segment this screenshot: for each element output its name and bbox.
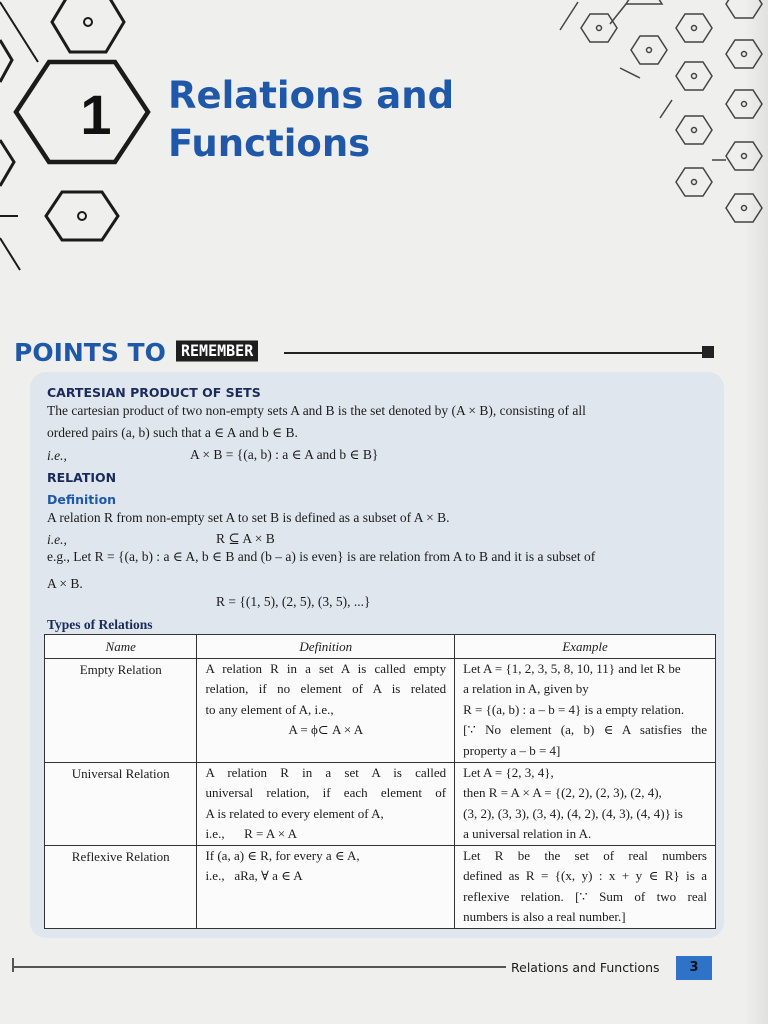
cartesian-ie: i.e., xyxy=(47,448,67,463)
relation-definition-cell xyxy=(197,762,455,845)
example-line: [∵ No element (a, b) ∈ A satisfies the xyxy=(463,722,707,737)
chapter-number: 1 xyxy=(80,83,112,146)
cartesian-heading: CARTESIAN PRODUCT OF SETS xyxy=(47,385,261,400)
cartesian-line1: The cartesian product of two non-empty sets A and B is the set denoted by (A × B), consisting of all xyxy=(47,403,586,418)
relation-definition-cell xyxy=(197,845,455,928)
header-rule-end-square xyxy=(702,346,714,358)
definition-line: to any element of A, i.e., xyxy=(205,701,334,717)
column-header-example: Example xyxy=(455,635,716,659)
footer-rule xyxy=(12,966,506,968)
example-line: Let A = {1, 2, 3, 5, 8, 10, 11} and let R be xyxy=(463,660,681,676)
definition-formula: i.e., R = A × A xyxy=(205,826,298,841)
example-line: numbers is also a real number.] xyxy=(463,909,626,924)
relation-def-line: A relation R from non-empty set A to set B is defined as a subset of A × B. xyxy=(47,510,450,525)
remember-badge: REMEMBER xyxy=(176,341,258,362)
relation-name-cell: Empty Relation xyxy=(45,658,197,762)
relation-heading: RELATION xyxy=(47,470,117,485)
example-line: a universal relation in A. xyxy=(463,826,592,841)
example-line: (3, 2), (3, 3), (3, 4), (4, 2), (4, 3), (4, 4)} is xyxy=(463,805,683,821)
relation-formula: R ⊆ A × B xyxy=(216,531,275,546)
points-to-remember-header xyxy=(14,336,716,370)
example-line: reflexive relation. [∵ Sum of two real xyxy=(463,888,707,904)
footer-chapter-name: Relations and Functions xyxy=(511,960,660,975)
example-line: property a – b = 4] xyxy=(463,742,561,758)
footer-tick xyxy=(12,958,14,972)
definition-line: i.e., aRa, ∀ a ∈ A xyxy=(205,868,303,883)
relation-example-line1: e.g., Let R = {(a, b) : a ∈ A, b ∈ B and (b – a) is even} is are relation from A to B and it is a subset of xyxy=(47,549,596,564)
example-line: Let A = {2, 3, 4}, xyxy=(463,764,554,780)
definition-line: A relation R in a set A is called empty xyxy=(205,660,447,676)
types-heading: Types of Relations xyxy=(47,617,153,632)
points-to-label: POINTS TO xyxy=(14,338,166,367)
definition-line: If (a, a) ∈ R, for every a ∈ A, xyxy=(205,847,360,863)
definition-line: A is related to every element of A, xyxy=(205,805,384,821)
column-header-definition: Definition xyxy=(197,635,455,659)
definition-line: relation, if no element of A is related xyxy=(205,681,447,696)
example-line: Let R be the set of real numbers xyxy=(463,847,707,863)
table-row xyxy=(45,845,716,928)
cartesian-formula: A × B = {(a, b) : a ∈ A and b ∈ B} xyxy=(190,447,379,462)
definition-line: universal relation, if each element of xyxy=(205,785,447,800)
example-line: R = {(a, b) : a – b = 4} is a empty relation. xyxy=(463,701,685,717)
relation-ie: i.e., xyxy=(47,532,67,547)
definition-formula: A = ϕ⊂ A × A xyxy=(288,722,364,737)
hexagon-icon xyxy=(46,192,118,240)
page-edge-shadow xyxy=(744,0,768,1024)
types-of-relations-table xyxy=(44,634,716,929)
chapter-title-line2: Functions xyxy=(168,122,371,165)
relation-name-cell: Universal Relation xyxy=(45,762,197,845)
relation-name-cell: Reflexive Relation xyxy=(45,845,197,928)
relation-example-formula: R = {(1, 5), (2, 5), (3, 5), ...} xyxy=(216,594,371,609)
cartesian-line2: ordered pairs (a, b) such that a ∈ A and b ∈ B. xyxy=(47,425,298,440)
relation-example-cell xyxy=(455,658,716,762)
definition-heading: Definition xyxy=(47,492,117,507)
example-line: then R = A × A = {(2, 2), (2, 3), (2, 4), xyxy=(463,785,662,800)
relation-example-line2: A × B. xyxy=(47,576,83,591)
chapter-title-line1: Relations and xyxy=(168,74,455,117)
table-row xyxy=(45,658,716,762)
relation-example-cell xyxy=(455,762,716,845)
chapter-title xyxy=(168,72,454,168)
example-line: a relation in A, given by xyxy=(463,681,589,696)
page-number: 3 xyxy=(676,956,712,980)
relation-definition-cell xyxy=(197,658,455,762)
example-line: defined as R = {(x, y) : x + y ∈ R} is a xyxy=(463,868,707,883)
table-header-row xyxy=(45,635,716,659)
relation-example-cell xyxy=(455,845,716,928)
column-header-name: Name xyxy=(45,635,197,659)
header-rule xyxy=(284,352,704,354)
table-row xyxy=(45,762,716,845)
definition-line: A relation R in a set A is called xyxy=(205,764,447,780)
